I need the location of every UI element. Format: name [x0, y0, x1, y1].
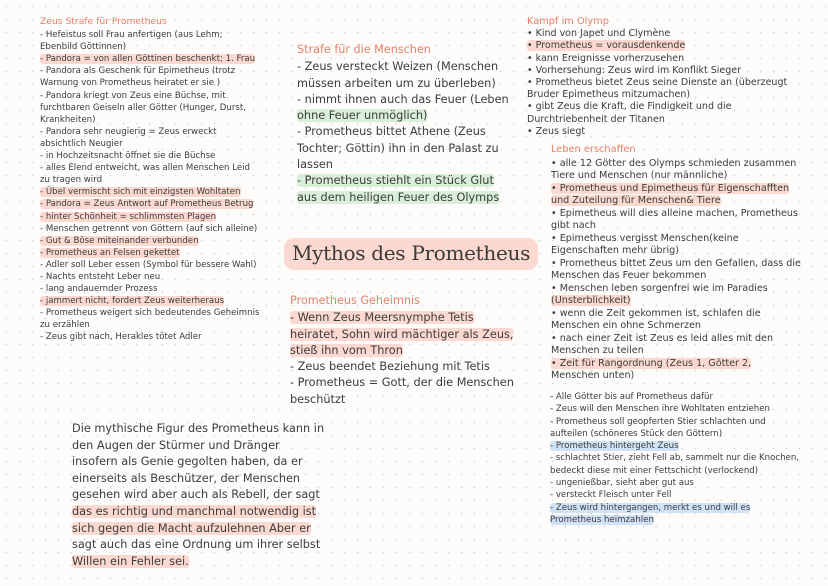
- note-line: lassen: [297, 158, 333, 172]
- note-line: furchtbaren Geiseln aller Götter (Hunger, Durst,: [40, 102, 246, 113]
- section-heading: Zeus Strafe für Prometheus: [40, 16, 167, 27]
- note-line: - Hefeistus soll Frau anfertigen (aus Lehm;: [40, 30, 223, 41]
- section-heading: Kampf im Olymp: [527, 16, 609, 27]
- paragraph-line: insofern als Genie gegolten haben, da er: [72, 455, 303, 469]
- title-wrap: [284, 238, 538, 270]
- note-line: - Prometheus an Felsen gekettet: [40, 247, 180, 258]
- note-line: Krankheiten): [40, 114, 96, 125]
- paragraph-line: Willen ein Fehler sei.: [72, 554, 189, 568]
- section-heading: Leben erschaffen: [551, 144, 636, 155]
- note-line: • nach einer Zeit ist Zeus es leid alles mit den: [551, 332, 774, 344]
- note-line: Menschen unten): [551, 370, 635, 381]
- note-line: - Pandora = von allen Göttinen beschenkt; 1. Frau: [40, 54, 256, 65]
- note-line: müssen arbeiten um zu überleben): [297, 76, 496, 90]
- note-line: Durchtriebenheit der Titanen: [527, 113, 665, 125]
- strafe-menschen-section: [297, 42, 522, 206]
- note-line: • gibt Zeus die Kraft, die Findigkeit und die: [527, 101, 732, 113]
- paragraph-line: das es richtig und manchmal notwendig ist: [72, 504, 317, 518]
- paragraph-line: den Augen der Stürmer und Dränger: [72, 438, 280, 452]
- note-line: Prometheus heimzahlen: [550, 514, 654, 525]
- note-line: - versteckt Fleisch unter Fell: [550, 490, 672, 501]
- note-line: Warnung von Prometheus heiratet er sie ): [40, 78, 221, 89]
- paragraph-line: sagt auch das eine Ordnung um ihrer selbst: [72, 538, 321, 552]
- note-line: - Zeus will den Menschen ihre Wohltaten entziehen: [550, 404, 770, 415]
- note-line: • kann Ereignisse vorherzusehen: [527, 52, 685, 64]
- note-line: - jammert nicht, fordert Zeus weiterheraus: [40, 296, 225, 307]
- paragraph-line: gesehen wird aber auch als Rebell, der sagt: [72, 488, 320, 502]
- note-line: heiratet, Sohn wird mächtiger als Zeus,: [290, 327, 514, 341]
- note-line: - in Hochzeitsnacht öffnet sie die Büchse: [40, 151, 216, 162]
- note-line: - Pandora sehr neugierig = Zeus erweckt: [40, 126, 217, 137]
- note-line: - lang andauernder Prozess: [40, 284, 158, 295]
- geheimnis-section: [290, 293, 520, 408]
- note-line: - Menschen getrennt von Göttern (auf sich alleine): [40, 223, 258, 234]
- note-line: • Zeit für Rangordnung (Zeus 1, Götter 2,: [551, 357, 752, 369]
- note-line: • Prometheus = vorausdenkende: [527, 40, 686, 52]
- note-line: Ebenbild Göttinnen): [40, 42, 127, 53]
- note-line: • Epimetheus vergisst Menschen(keine: [551, 232, 739, 244]
- note-line: aufteilen (schöneres Stück den Göttern): [550, 428, 723, 439]
- kampf-olymp-section: [527, 16, 807, 138]
- note-line: - Prometheus hintergeht Zeus: [550, 441, 679, 452]
- note-line: - nimmt ihnen auch das Feuer (Leben: [297, 92, 509, 106]
- note-line: - Wenn Zeus Meersnymphe Tetis: [290, 311, 474, 325]
- note-line: Menschen ein ohne Schmerzen: [551, 320, 701, 331]
- note-line: beschützt: [290, 392, 346, 406]
- note-line: • Zeus siegt: [527, 125, 586, 137]
- note-line: - ungenießbar, sieht aber gut aus: [550, 478, 694, 489]
- note-line: - Gut & Böse miteinander verbunden: [40, 235, 199, 246]
- leben-erschaffen-section: [551, 144, 813, 383]
- note-line: bedeckt diese mit einer Fettschicht (verlockend): [550, 465, 759, 476]
- note-line: • Prometheus bietet Zeus seine Dienste an (überzeugt: [527, 77, 788, 89]
- note-line: - Zeus beendet Beziehung mit Tetis: [290, 360, 490, 374]
- note-line: - Zeus wird hintergangen, merkt es und will es: [550, 502, 751, 513]
- note-line: - Pandora als Geschenk für Epimetheus (trotz: [40, 66, 236, 77]
- note-line: zu tragen wird: [40, 175, 103, 186]
- zeus-strafe-section: [40, 16, 270, 344]
- note-line: Eigenschaften mehr übrig): [551, 245, 679, 256]
- note-line: und Zuteilung für Menschen& Tiere: [551, 195, 721, 206]
- note-line: - Pandora = Zeus Antwort auf Prometheus Betrug: [40, 199, 254, 210]
- note-line: ohne Feuer unmöglich): [297, 109, 428, 123]
- paragraph-line: sich gegen die Macht aufzulehnen Aber er: [72, 521, 311, 535]
- note-line: • wenn die Zeit gekommen ist, schlafen die: [551, 307, 761, 319]
- section-heading: Prometheus Geheimnis: [290, 294, 420, 307]
- summary-paragraph: [72, 421, 332, 570]
- note-line: • Kind von Japet und Clymène: [527, 28, 671, 40]
- note-line: - Nachts entsteht Leber neu: [40, 271, 161, 282]
- page-title: Mythos des Prometheus: [284, 238, 538, 270]
- note-line: - Prometheus = Gott, der die Menschen: [290, 376, 514, 390]
- note-line: absichtlich Neugier: [40, 138, 123, 149]
- paragraph-line: Die mythische Figur des Prometheus kann in: [72, 422, 325, 435]
- note-line: - Pandora kriegt von Zeus eine Büchse, mit: [40, 90, 226, 101]
- note-line: Bruder Epimetheus mitzumachen): [527, 89, 691, 101]
- note-line: - Alle Götter bis auf Prometheus dafür: [550, 392, 714, 402]
- paragraph-line: einerseits als Beschützer, der Menschen: [72, 471, 301, 485]
- note-line: - Zeus gibt nach, Herakles tötet Adler: [40, 332, 202, 343]
- note-line: Tochter; Göttin) ihn in den Palast zu: [297, 141, 499, 155]
- note-line: - Prometheus bittet Athene (Zeus: [297, 125, 486, 139]
- note-line: Tiere und Menschen (nur männliche): [551, 170, 728, 181]
- note-line: zu erzählen: [40, 320, 90, 331]
- note-line: • Prometheus bittet Zeus um den Gefallen, dass die: [551, 257, 801, 269]
- note-line: - Zeus versteckt Weizen (Menschen: [297, 60, 499, 74]
- note-line: Menschen zu teilen: [551, 345, 644, 356]
- note-line: - Prometheus soll geopferten Stier schlachten und: [550, 416, 766, 427]
- note-line: aus dem heiligen Feuer des Olymps: [297, 190, 500, 204]
- note-line: - schlachtet Stier, zieht Fell ab, sammelt nur die Knochen,: [550, 453, 800, 464]
- note-line: - Adler soll Leber essen (Symbol für bessere Wahl): [40, 259, 257, 270]
- note-line: - hinter Schönheit = schlimmsten Plagen: [40, 211, 217, 222]
- note-line: stieß ihn vom Thron: [290, 343, 403, 357]
- note-line: • Epimetheus will dies alleine machen, Prometheus: [551, 207, 799, 219]
- note-line: • alle 12 Götter des Olymps schmieden zusammen: [551, 157, 797, 169]
- note-line: Menschen das Feuer bekommen: [551, 270, 707, 281]
- section-heading: Strafe für die Menschen: [297, 43, 431, 56]
- note-line: - Übel vermischt sich mit einzigsten Wohltaten: [40, 187, 241, 198]
- note-line: - alles Elend entweicht, was allen Menschen Leid: [40, 163, 250, 174]
- opfer-betrug-section: [550, 391, 818, 526]
- note-line: (Unsterblichkeit): [551, 295, 631, 306]
- note-line: - Prometheus weigert sich bedeutendes Geheimnis: [40, 308, 260, 319]
- note-line: • Prometheus und Epimetheus für Eigenschafften: [551, 182, 790, 194]
- note-line: • Vorhersehung: Zeus wird im Konflikt Sieger: [527, 64, 742, 76]
- note-line: • Menschen leben sorgenfrei wie im Paradies: [551, 282, 768, 294]
- note-line: - Prometheus stiehlt ein Stück Glut: [297, 174, 494, 188]
- note-line: gibt nach: [551, 220, 596, 231]
